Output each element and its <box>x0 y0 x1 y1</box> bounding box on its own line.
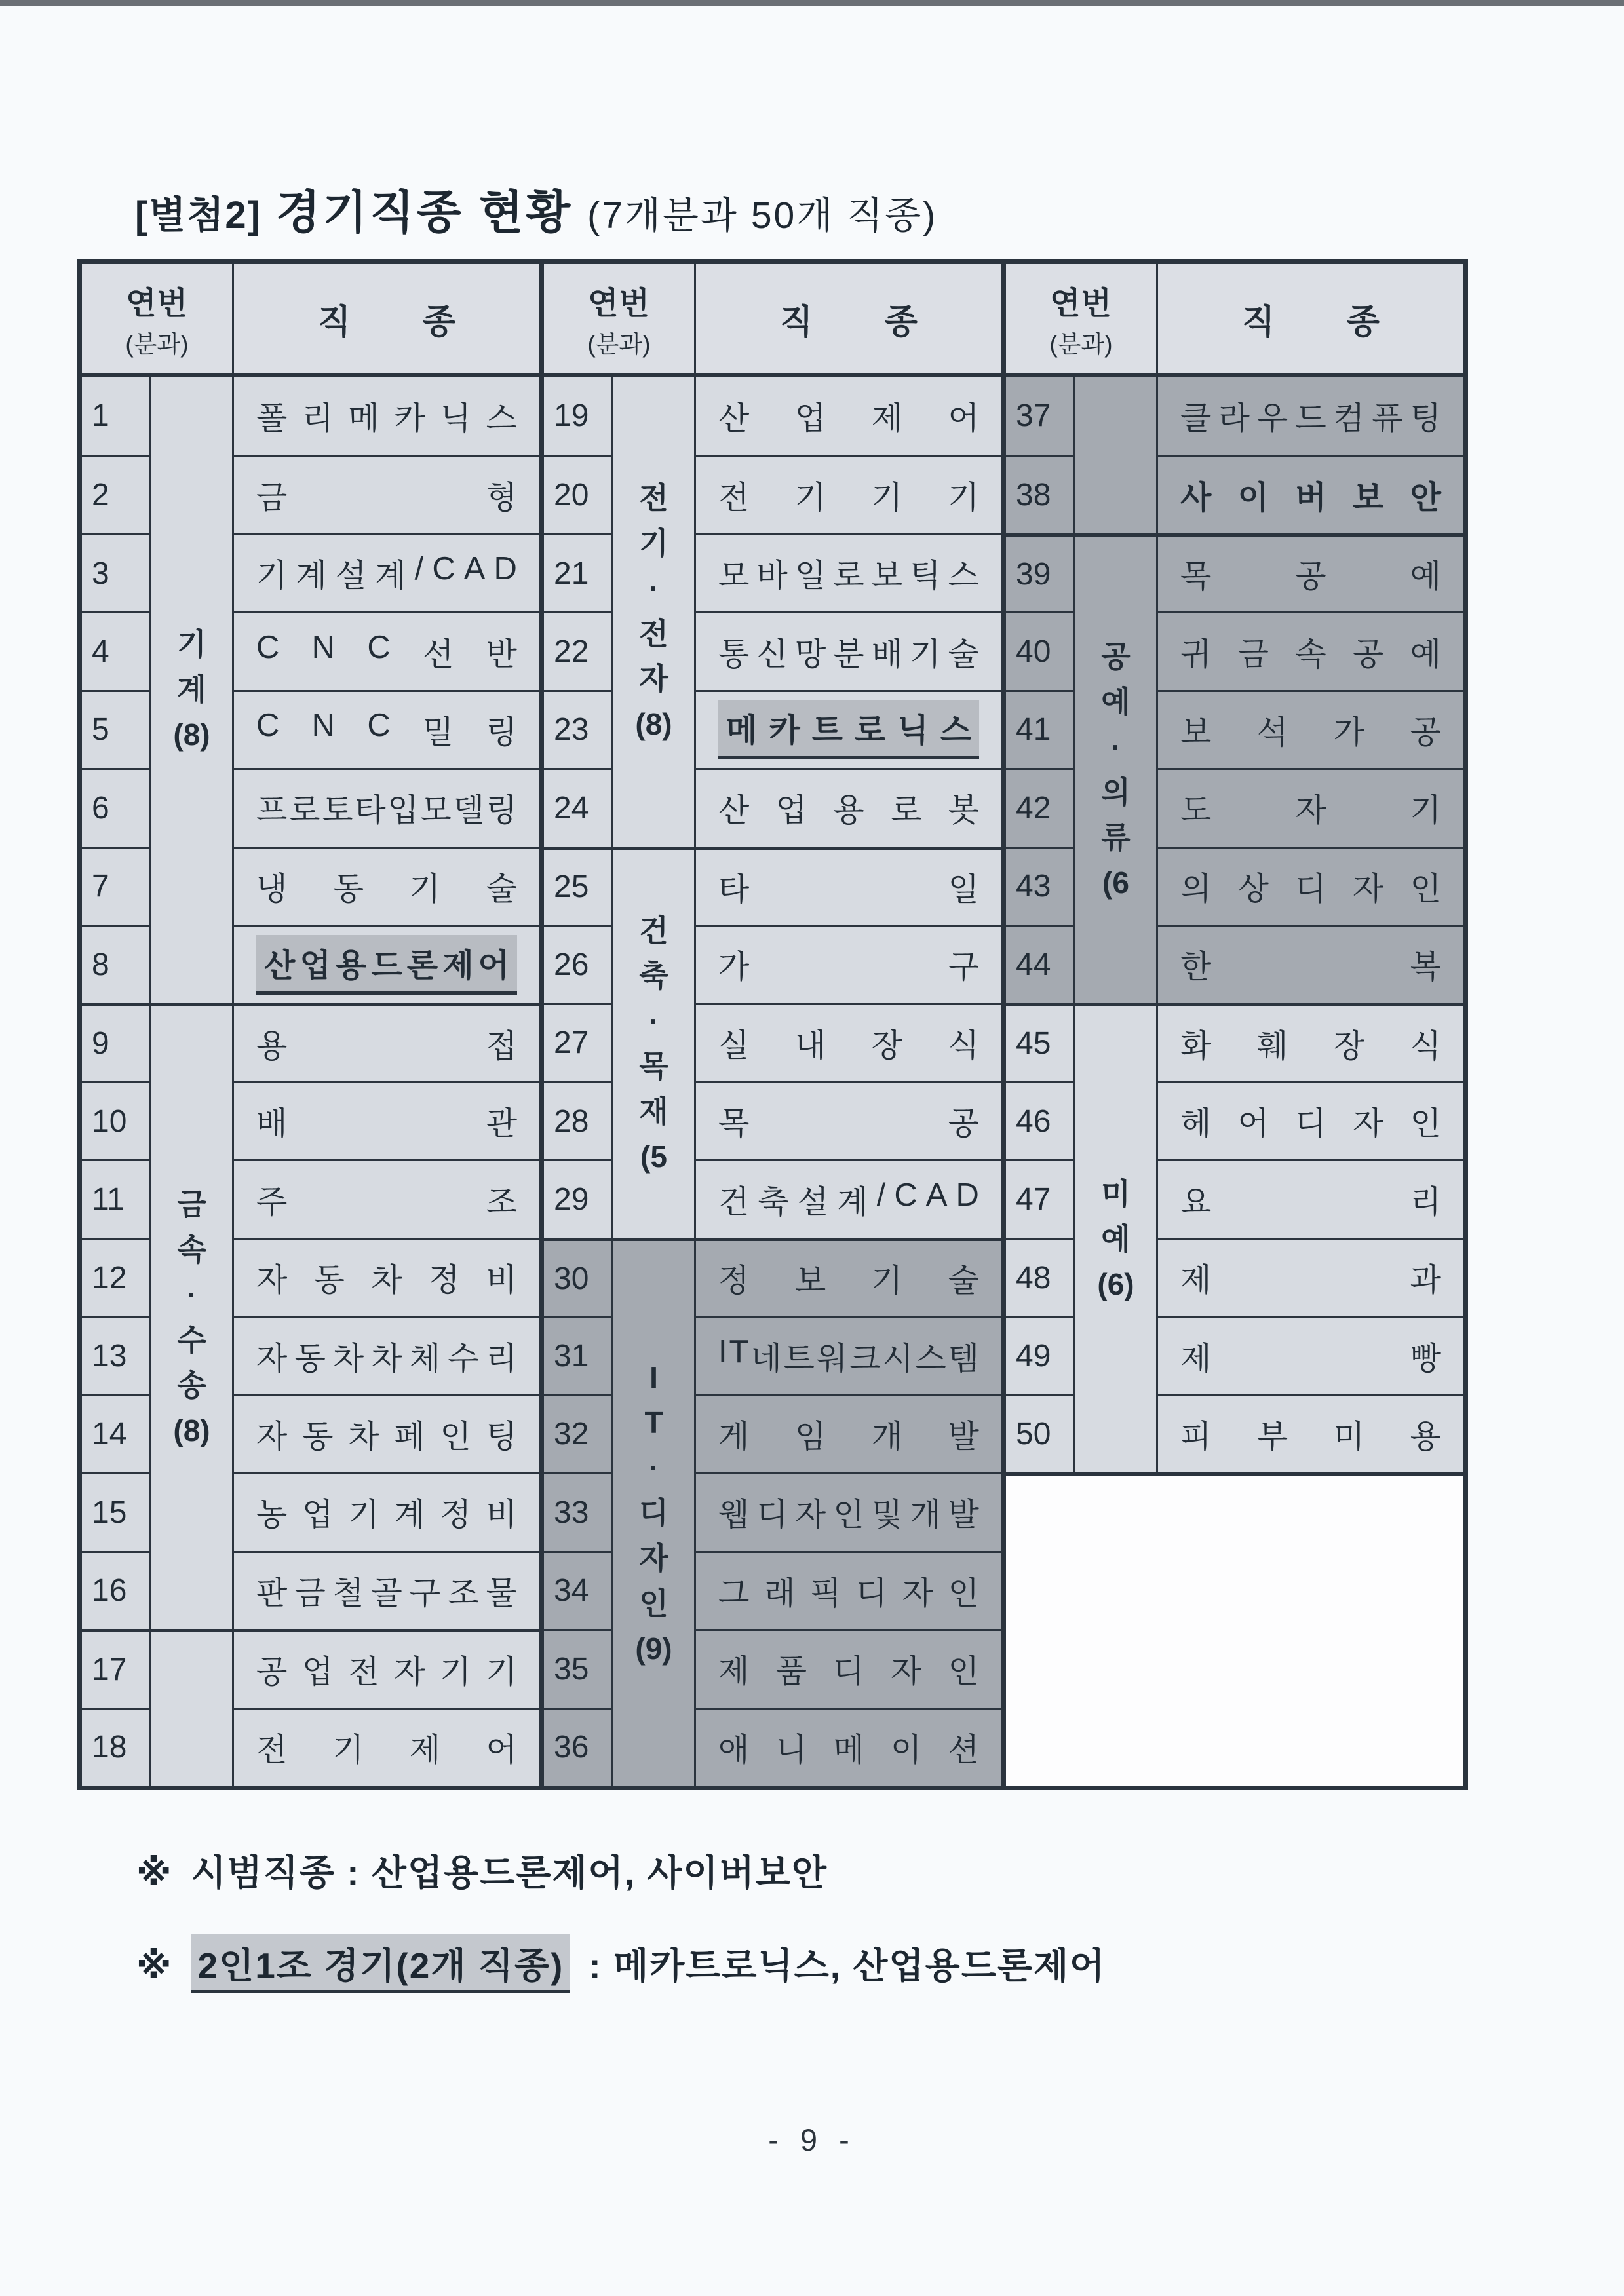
row-number-cell: 24 <box>544 768 613 846</box>
category-cell: 전 기 · 전 자 (8) <box>613 377 696 847</box>
title-suffix: (7개분과 50개 직종) <box>587 195 938 237</box>
footnote-pilot-jobs <box>136 1844 828 1896</box>
job-name-text: 모 바 일 로 보 틱 스 <box>718 558 979 594</box>
row-number-cell: 4 <box>82 611 151 689</box>
job-name-cell <box>1158 1003 1463 1081</box>
category-count: (6) <box>1097 1267 1134 1301</box>
row-number-cell: 12 <box>82 1238 151 1316</box>
job-name-text: 전 기 제 어 <box>256 1732 517 1768</box>
job-name-text: 그 래 픽 디 자 인 <box>718 1575 979 1611</box>
row-number-cell: 47 <box>1006 1159 1075 1237</box>
row-number-cell: 30 <box>544 1238 613 1316</box>
job-name-cell <box>234 611 539 689</box>
job-name-cell <box>234 1003 539 1081</box>
job-name-cell <box>696 1316 1001 1394</box>
job-name-text: 기 계 설 계 / C A D <box>256 551 517 594</box>
job-name-text: 의 상 디 자 인 <box>1180 871 1441 907</box>
category-count: (9) <box>635 1631 672 1666</box>
job-name-highlight <box>256 935 517 995</box>
job-name-text: 한 복 <box>1180 949 1441 985</box>
category-cell: 미 예 (6) <box>1075 1003 1158 1473</box>
job-name-cell <box>696 1003 1001 1081</box>
jobs-table <box>77 259 1468 1790</box>
column-header-job <box>234 264 539 377</box>
job-name-highlight <box>718 700 979 759</box>
job-name-text: 자 동 차 정 비 <box>256 1263 517 1299</box>
job-name-cell <box>234 1708 539 1786</box>
job-name-text: 프 로 토 타 입 모 델 링 <box>256 793 517 829</box>
row-number-cell: 18 <box>82 1708 151 1786</box>
job-name-text: 농 업 기 계 정 비 <box>256 1497 517 1533</box>
job-name-cell <box>1158 690 1463 768</box>
job-name-text: 용 접 <box>256 1028 517 1064</box>
job-name-cell <box>234 377 539 455</box>
job-name-text: 피 부 미 용 <box>1180 1419 1441 1455</box>
serial-header-sublabel: (분과) <box>1049 330 1113 358</box>
job-name-cell <box>696 1159 1001 1237</box>
job-name-text: 공 업 전 자 기 기 <box>256 1655 517 1691</box>
job-name-cell <box>1158 847 1463 925</box>
job-name-text: C N C 선 반 <box>256 629 517 672</box>
row-number-cell: 39 <box>1006 533 1075 611</box>
job-name-cell <box>234 1081 539 1159</box>
job-name-text: 금 형 <box>256 480 517 516</box>
row-number-cell: 17 <box>82 1629 151 1707</box>
job-name-text: 산 업 제 어 <box>718 400 979 436</box>
footnote-marker: ※ <box>136 1945 173 1986</box>
row-number-cell: 1 <box>82 377 151 455</box>
job-name-cell <box>1158 1159 1463 1237</box>
job-name-cell <box>696 1708 1001 1786</box>
job-name-text: 산 업 용 드 론 제 어 <box>264 947 509 984</box>
serial-header-sublabel: (분과) <box>587 330 651 358</box>
row-number-cell: 14 <box>82 1394 151 1472</box>
job-name-cell <box>696 1629 1001 1707</box>
job-name-text: 자 동 차 차 체 수 리 <box>256 1341 517 1377</box>
row-number-cell: 49 <box>1006 1316 1075 1394</box>
job-name-text: 폴 리 메 카 닉 스 <box>256 400 517 436</box>
row-number-cell: 35 <box>544 1629 613 1707</box>
job-name-cell <box>234 1238 539 1316</box>
row-number-cell: 29 <box>544 1159 613 1237</box>
serial-header-label: 연번 <box>588 286 650 321</box>
row-number-cell: 9 <box>82 1003 151 1081</box>
row-number-cell: 40 <box>1006 611 1075 689</box>
row-number-cell: 31 <box>544 1316 613 1394</box>
job-name-text: C N C 밀 링 <box>256 707 517 750</box>
job-name-cell <box>1158 533 1463 611</box>
job-name-cell <box>1158 768 1463 846</box>
job-name-text: 정 보 기 술 <box>718 1263 979 1299</box>
job-name-text: 클 라 우 드 컴 퓨 팅 <box>1180 400 1441 436</box>
row-number-cell: 25 <box>544 847 613 925</box>
column-header-serial <box>82 264 234 377</box>
job-name-cell <box>234 690 539 768</box>
job-name-text: 산 업 용 로 봇 <box>718 793 979 829</box>
job-name-cell <box>234 768 539 846</box>
category-count: (8) <box>635 707 672 742</box>
job-header-text: 직 종 <box>1242 303 1380 341</box>
job-name-cell <box>1158 1238 1463 1316</box>
job-name-cell <box>696 377 1001 455</box>
job-name-cell <box>696 925 1001 1003</box>
row-number-cell: 48 <box>1006 1238 1075 1316</box>
row-number-cell: 22 <box>544 611 613 689</box>
job-name-cell <box>1158 611 1463 689</box>
job-name-cell <box>234 1394 539 1472</box>
job-name-text: 목 공 예 <box>1180 559 1441 595</box>
row-number-cell: 6 <box>82 768 151 846</box>
job-name-text: 제 품 디 자 인 <box>718 1654 979 1690</box>
job-name-cell <box>696 768 1001 846</box>
job-name-cell <box>696 690 1001 768</box>
job-name-cell <box>234 533 539 611</box>
job-name-text: 게 임 개 발 <box>718 1419 979 1455</box>
job-name-cell <box>696 611 1001 689</box>
job-name-text: 웹 디 자 인 및 개 발 <box>718 1497 979 1533</box>
job-name-cell <box>1158 1316 1463 1394</box>
row-number-cell: 37 <box>1006 377 1075 455</box>
row-number-cell: 5 <box>82 690 151 768</box>
serial-header-label: 연번 <box>126 286 188 321</box>
serial-header-label: 연번 <box>1050 286 1112 321</box>
row-number-cell: 3 <box>82 533 151 611</box>
job-name-text: 귀 금 속 공 예 <box>1180 636 1441 672</box>
job-name-cell <box>234 1472 539 1550</box>
table-group-2 <box>539 264 1001 1786</box>
job-name-text: 자 동 차 페 인 팅 <box>256 1419 517 1455</box>
job-name-text: 목 공 <box>718 1106 979 1142</box>
category-count: (8) <box>173 718 210 752</box>
job-header-text: 직 종 <box>318 303 455 341</box>
column-header-job <box>696 264 1001 377</box>
row-number-cell: 32 <box>544 1394 613 1472</box>
empty-cell <box>1006 1472 1463 1786</box>
row-number-cell: 34 <box>544 1551 613 1629</box>
job-name-text: 제 과 <box>1180 1263 1441 1299</box>
job-name-cell <box>234 847 539 925</box>
row-number-cell: 11 <box>82 1159 151 1237</box>
column-header-serial <box>544 264 696 377</box>
table-group-3 <box>1001 264 1463 1786</box>
row-number-cell: 33 <box>544 1472 613 1550</box>
job-name-cell <box>696 1238 1001 1316</box>
row-number-cell: 26 <box>544 925 613 1003</box>
row-number-cell: 16 <box>82 1551 151 1629</box>
row-number-cell: 20 <box>544 455 613 533</box>
row-number-cell: 27 <box>544 1003 613 1081</box>
row-number-cell: 28 <box>544 1081 613 1159</box>
job-name-cell <box>234 1629 539 1707</box>
footnote-highlighted-text: 2인1조 경기(2개 직종) <box>191 1934 570 1993</box>
job-name-cell <box>696 847 1001 925</box>
job-name-text: 도 자 기 <box>1180 793 1441 829</box>
job-name-text: 건 축 설 계 / C A D <box>718 1177 979 1220</box>
job-name-text: 헤 어 디 자 인 <box>1180 1106 1441 1142</box>
job-name-cell <box>696 1551 1001 1629</box>
job-name-cell <box>696 455 1001 533</box>
row-number-cell: 38 <box>1006 455 1075 533</box>
footnote-text: : 메카트로닉스, 산업용드론제어 <box>589 1945 1106 1986</box>
table-group-1 <box>82 264 539 1786</box>
category-cell <box>1075 377 1158 533</box>
category-count: (8) <box>173 1413 210 1447</box>
job-name-text: 통 신 망 분 배 기 술 <box>718 636 979 672</box>
row-number-cell: 45 <box>1006 1003 1075 1081</box>
row-number-cell: 36 <box>544 1708 613 1786</box>
job-name-cell <box>234 1551 539 1629</box>
serial-header-sublabel: (분과) <box>125 330 189 358</box>
title-prefix: [별첨2] <box>135 194 261 237</box>
row-number-cell: 50 <box>1006 1394 1075 1472</box>
job-name-text: 제 빵 <box>1180 1341 1441 1377</box>
job-name-cell <box>696 1394 1001 1472</box>
row-number-cell: 13 <box>82 1316 151 1394</box>
column-header-job <box>1158 264 1463 377</box>
job-name-cell <box>234 1316 539 1394</box>
page-number: - 9 - <box>768 2122 856 2157</box>
job-name-text: 판 금 철 골 구 조 물 <box>256 1575 517 1611</box>
row-number-cell: 43 <box>1006 847 1075 925</box>
job-name-text: 화 훼 장 식 <box>1180 1028 1441 1064</box>
category-cell <box>151 1629 234 1786</box>
row-number-cell: 41 <box>1006 690 1075 768</box>
job-name-text: 냉 동 기 술 <box>256 871 517 907</box>
footnote-text: 시범직종 : 산업용드론제어, 사이버보안 <box>191 1852 828 1893</box>
job-name-text: 주 조 <box>256 1184 517 1220</box>
row-number-cell: 2 <box>82 455 151 533</box>
job-name-text: 배 관 <box>256 1106 517 1142</box>
title-main: 경기직종 현황 <box>275 187 573 238</box>
category-cell: 공 예 · 의 류 (6 <box>1075 533 1158 1003</box>
category-cell: 기 계 (8) <box>151 377 234 1003</box>
footnote-marker: ※ <box>136 1852 173 1893</box>
job-name-text: I T 네 트 워 크 시 스 템 <box>718 1333 979 1377</box>
job-name-text: 실 내 장 식 <box>718 1027 979 1063</box>
row-number-cell: 15 <box>82 1472 151 1550</box>
row-number-cell: 44 <box>1006 925 1075 1003</box>
page-title <box>135 176 937 242</box>
job-name-cell <box>234 1159 539 1237</box>
job-name-cell <box>1158 455 1463 533</box>
job-name-cell <box>234 455 539 533</box>
job-name-cell <box>696 1081 1001 1159</box>
column-header-serial <box>1006 264 1158 377</box>
job-name-cell <box>696 1472 1001 1550</box>
row-number-cell: 23 <box>544 690 613 768</box>
category-cell: 금 속 · 수 송 (8) <box>151 1003 234 1630</box>
job-name-cell <box>1158 925 1463 1003</box>
job-name-text: 애 니 메 이 션 <box>718 1732 979 1768</box>
category-count: (5 <box>640 1139 667 1174</box>
job-name-text: 전 기 기 기 <box>718 480 979 516</box>
job-name-cell <box>1158 377 1463 455</box>
footnote-team-jobs <box>136 1934 1106 1993</box>
scan-edge-artifact <box>0 0 1624 6</box>
job-name-cell <box>234 925 539 1003</box>
job-name-text: 가 구 <box>718 949 979 985</box>
job-name-cell <box>1158 1081 1463 1159</box>
category-count: (6 <box>1102 865 1129 900</box>
job-name-text: 사 이 버 보 안 <box>1180 480 1441 516</box>
row-number-cell: 46 <box>1006 1081 1075 1159</box>
row-number-cell: 19 <box>544 377 613 455</box>
row-number-cell: 10 <box>82 1081 151 1159</box>
row-number-cell: 42 <box>1006 768 1075 846</box>
category-cell: I T · 디 자 인 (9) <box>613 1238 696 1786</box>
row-number-cell: 21 <box>544 533 613 611</box>
job-name-cell <box>696 533 1001 611</box>
job-name-text: 보 석 가 공 <box>1180 714 1441 750</box>
category-cell: 건 축 · 목 재 (5 <box>613 847 696 1238</box>
job-name-text: 요 리 <box>1180 1184 1441 1220</box>
job-header-text: 직 종 <box>780 303 918 341</box>
job-name-text: 타 일 <box>718 871 979 908</box>
row-number-cell: 8 <box>82 925 151 1003</box>
row-number-cell: 7 <box>82 847 151 925</box>
job-name-text: 메 카 트 로 닉 스 <box>726 713 971 749</box>
job-name-cell <box>1158 1394 1463 1472</box>
